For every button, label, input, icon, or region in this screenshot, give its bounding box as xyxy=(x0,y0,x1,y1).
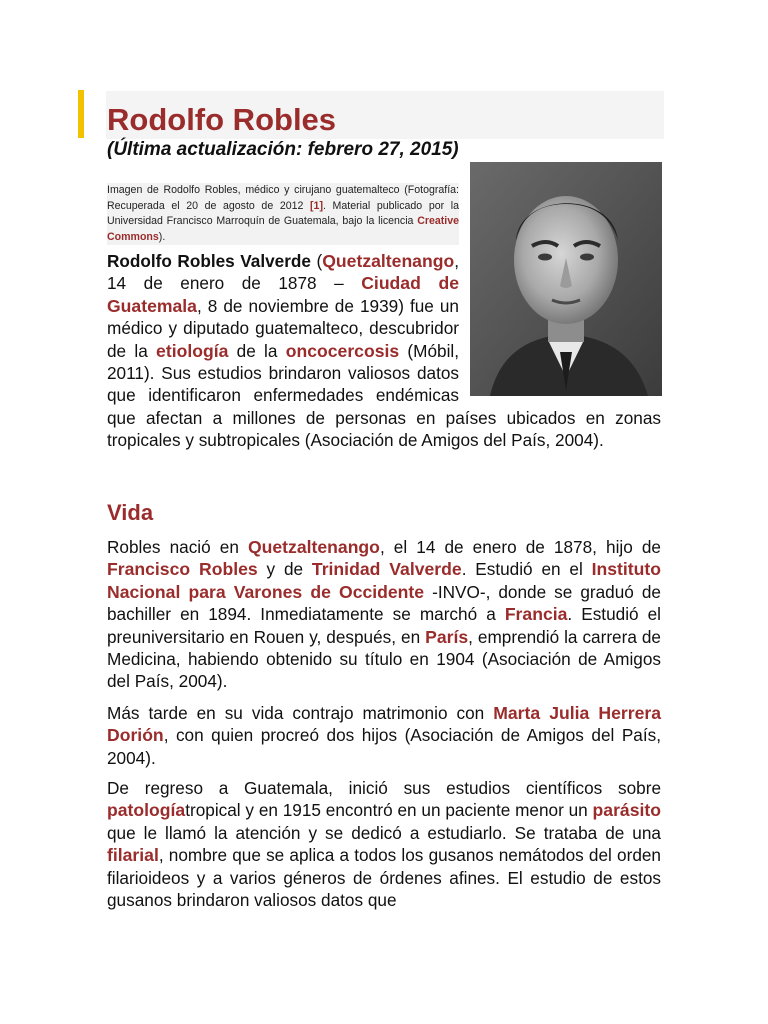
link-patologia[interactable]: patología xyxy=(107,800,186,821)
intro-paragraph xyxy=(107,250,661,452)
link-marta-julia-herrera-dorion[interactable]: Marta Julia Herrera Dorión xyxy=(107,703,662,746)
text: Robles nació en xyxy=(107,537,248,557)
text: (Móbil, 2011). Sus estudios brindaron valiosos datos que identificaron enfermedades endémicas que afectan a millones de personas en países ubicados en zonas tropicales y subtropicales (Asociación de Amigos del País, 2004). xyxy=(107,340,661,451)
section-heading-vida: Vida xyxy=(107,500,154,525)
link-quetzaltenango[interactable]: Quetzaltenango xyxy=(322,251,455,271)
text: de la xyxy=(228,340,286,361)
text: -INVO-, donde se graduó de bachiller en 1894. Inmediatamente se marchó a xyxy=(107,581,661,625)
link-francia[interactable]: Francia xyxy=(504,604,568,625)
text: , 14 de enero de 1878 – xyxy=(107,251,459,294)
paragraph-research xyxy=(107,777,661,911)
text: . Estudió el preuniversitario en Rouen y, después, en xyxy=(107,604,661,647)
link-trinidad-valverde[interactable]: Trinidad Valverde xyxy=(311,559,462,580)
link-paris[interactable]: París xyxy=(425,626,469,647)
text: De regreso a Guatemala, inició sus estudios científicos sobre xyxy=(107,778,661,798)
text: tropical y en 1915 encontró en un paciente menor un xyxy=(185,800,593,821)
text: , con quien procreó dos hijos (Asociación de Amigos del País, 2004). xyxy=(107,725,661,768)
link-quetzaltenango[interactable]: Quetzaltenango xyxy=(247,537,380,557)
caption-text: Imagen de Rodolfo Robles, médico y cirujano guatemalteco (Fotografía: Recuperada el 20 de agosto de 2012 xyxy=(107,184,459,212)
text: , emprendió la carrera de Medicina, habiendo obtenido su título en 1904 (Asociación de Amigos del País, 2004). xyxy=(107,626,661,692)
page-title: Rodolfo Robles xyxy=(107,102,337,137)
caption-text: ). xyxy=(158,230,166,243)
paragraph-birth xyxy=(107,536,661,693)
text: Más tarde en su vida contrajo matrimonio con xyxy=(107,703,494,723)
caption-text: . Material publicado por la Universidad Francisco Marroquín de Guatemala, bajo la licencia xyxy=(107,199,459,227)
text: y de xyxy=(257,559,312,580)
title-accent-bar xyxy=(78,90,84,138)
link-ciudad-de-guatemala[interactable]: Ciudad de Guatemala xyxy=(107,273,459,316)
text: ( xyxy=(310,251,323,271)
image-caption xyxy=(107,183,459,245)
link-oncocercosis[interactable]: oncocercosis xyxy=(285,340,400,361)
reference-link[interactable]: [1] xyxy=(310,199,323,212)
link-filarial[interactable]: filarial xyxy=(107,845,159,866)
text: que le llamó la atención y se dedicó a estudiarlo. Se trataba de una xyxy=(107,822,661,843)
person-name: Rodolfo Robles Valverde xyxy=(107,251,311,271)
license-link[interactable]: Creative Commons xyxy=(107,215,459,243)
text: . Estudió en el xyxy=(461,559,592,580)
text: , nombre que se aplica a todos los gusanos nemátodos del orden filarioideos y a varios géneros de órdenes afines. El estudio de estos gusanos brindaron valiosos datos que xyxy=(107,845,661,911)
paragraph-marriage xyxy=(107,702,661,769)
link-instituto-nacional[interactable]: Instituto Nacional para Varones de Occidente xyxy=(107,559,661,602)
link-parasito[interactable]: parásito xyxy=(592,800,661,821)
link-francisco-robles[interactable]: Francisco Robles xyxy=(107,559,258,580)
text: , el 14 de enero de 1878, hijo de xyxy=(379,537,661,557)
link-etiologia[interactable]: etiología xyxy=(156,340,229,361)
last-updated: (Última actualización: febrero 27, 2015) xyxy=(107,139,459,160)
text: , 8 de noviembre de 1939) fue un médico y diputado guatemalteco, descubridor de la xyxy=(107,295,459,361)
float-spacer xyxy=(459,250,661,396)
